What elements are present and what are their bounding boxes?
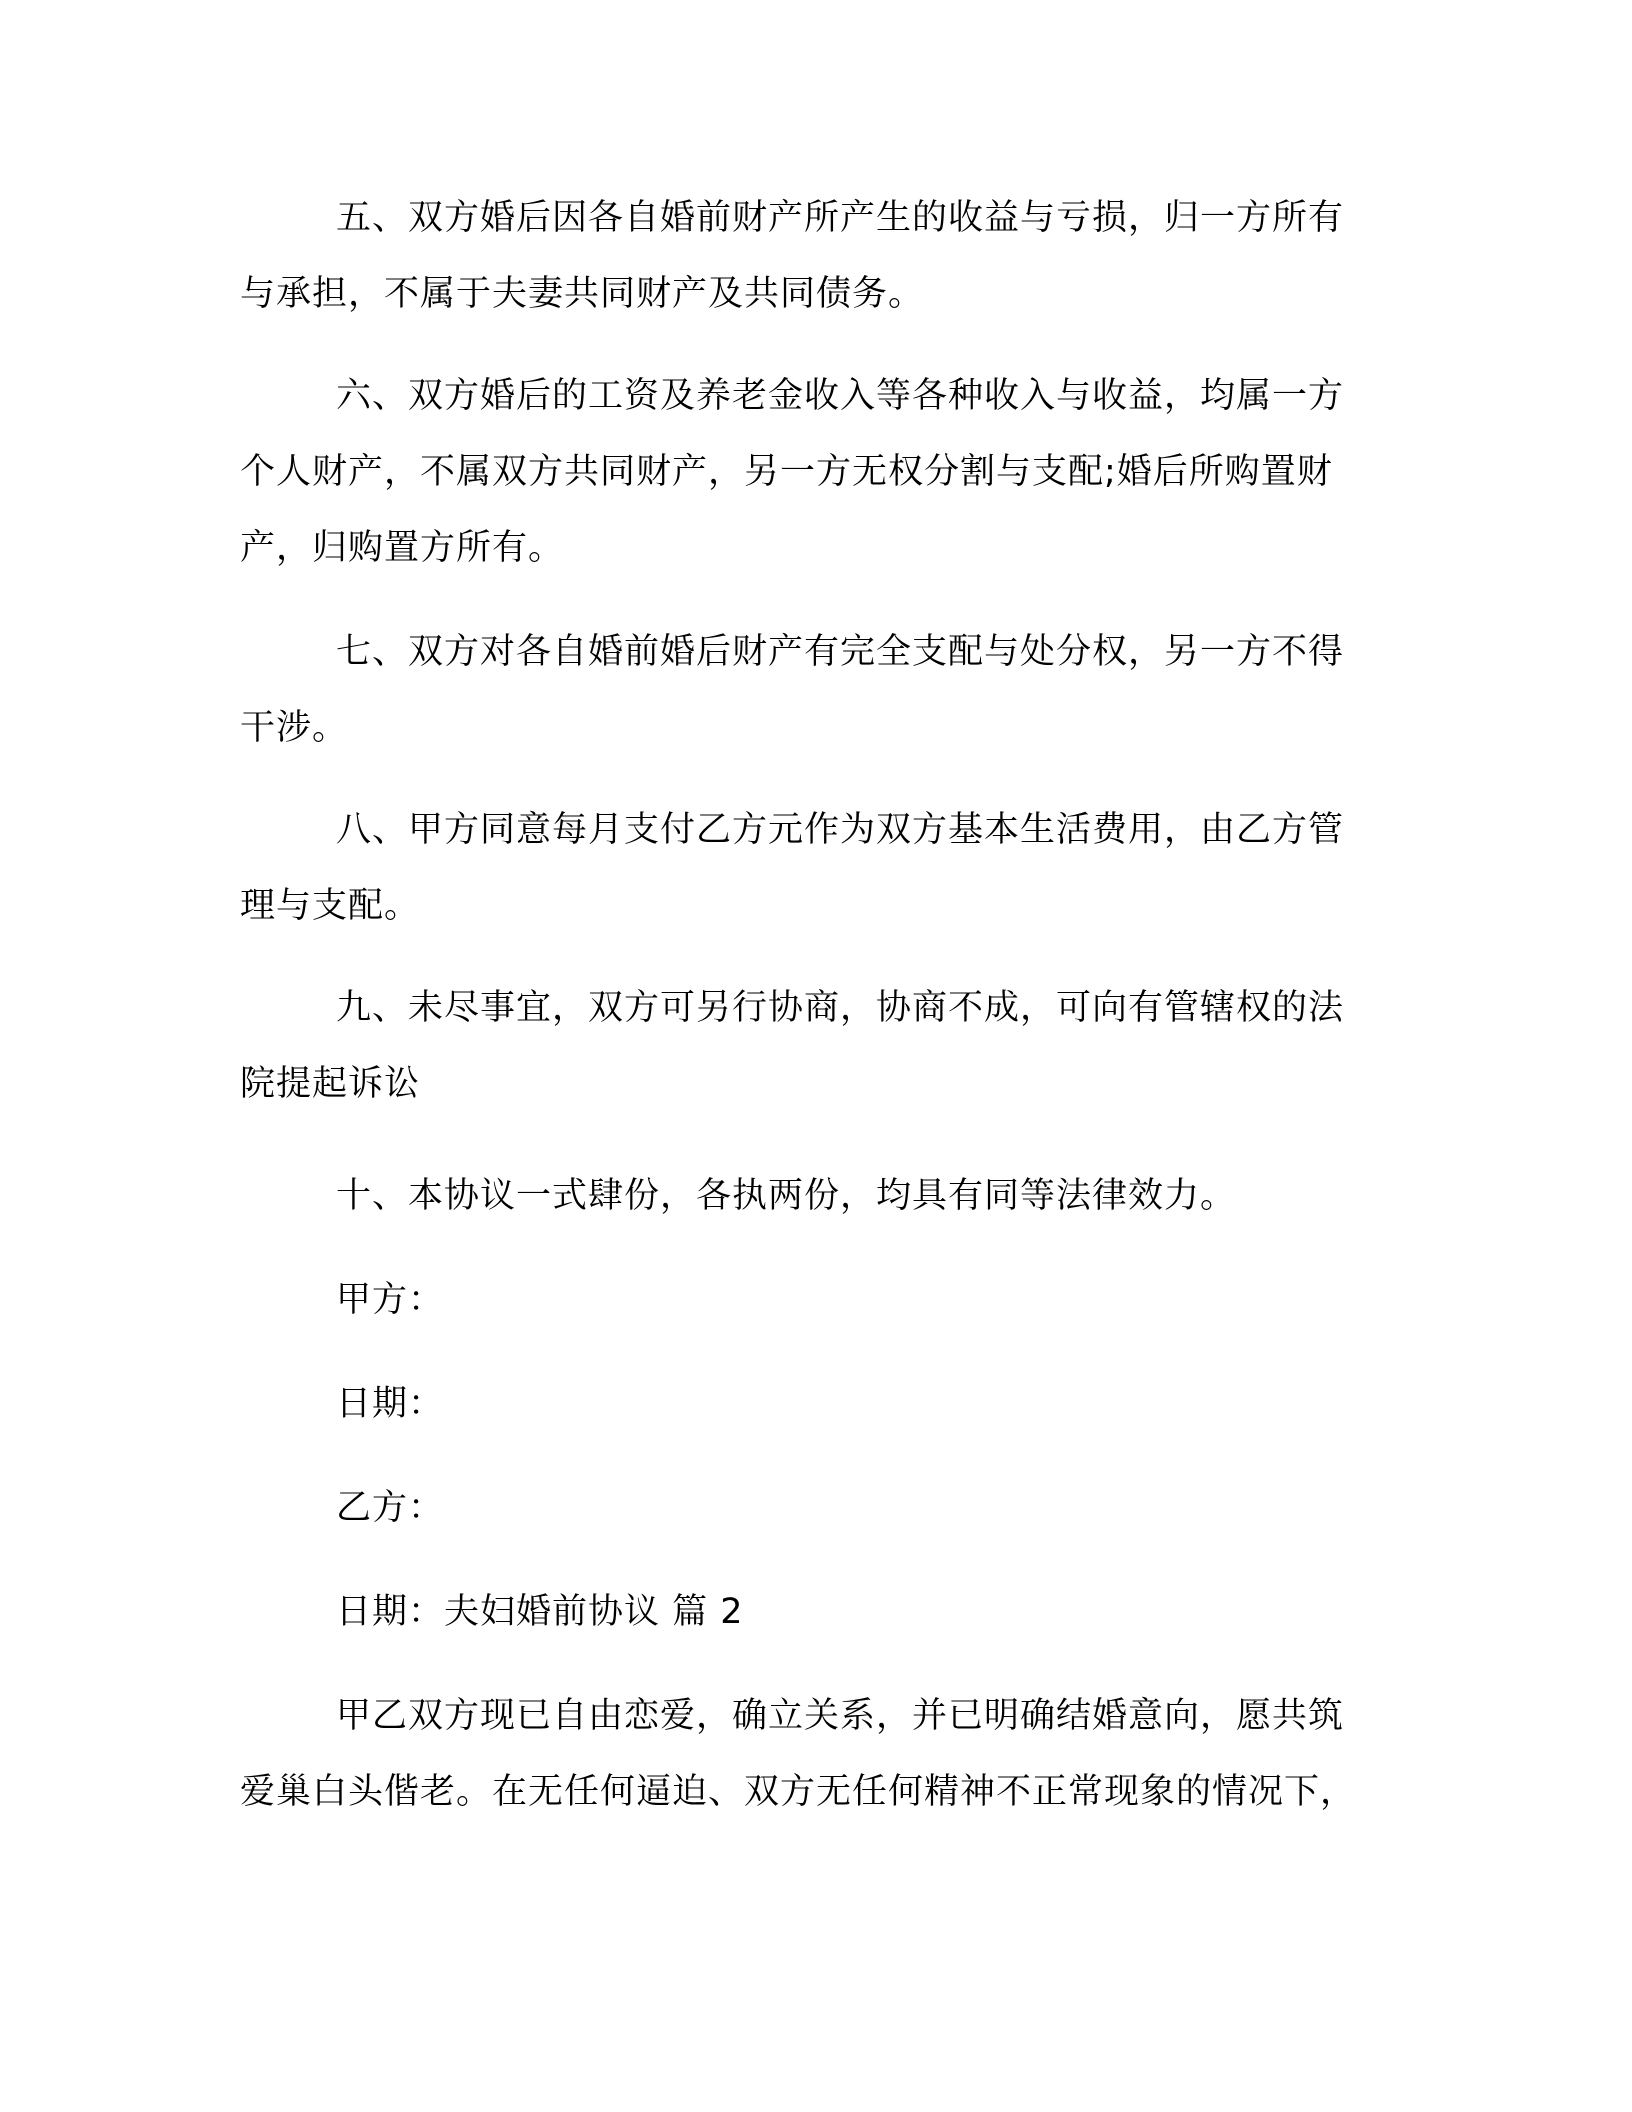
next-section-line-2: 爱巢白头偕老。在无任何逼迫、双方无任何精神不正常现象的情况下， bbox=[240, 1772, 1357, 1812]
clause-8 bbox=[240, 792, 1368, 944]
clause-7 bbox=[240, 614, 1368, 766]
clause-7-line-2: 干涉。 bbox=[240, 708, 349, 748]
clause-8-line-1: 八、甲方同意每月支付乙方元作为双方基本生活费用，由乙方管 bbox=[336, 810, 1345, 850]
clause-6-line-2: 个人财产，不属双方共同财产，另一方无权分割与支配;婚后所购置财 bbox=[240, 452, 1333, 492]
next-section-intro bbox=[240, 1678, 1368, 1830]
date-label-1: 日期： bbox=[336, 1384, 445, 1424]
clause-10: 十、本协议一式肆份，各执两份，均具有同等法律效力。 bbox=[336, 1176, 1237, 1216]
clause-9-line-2: 院提起诉讼 bbox=[240, 1064, 421, 1104]
clause-6-line-3: 产，归购置方所有。 bbox=[240, 528, 565, 568]
party-a-label: 甲方： bbox=[336, 1280, 445, 1320]
clause-5 bbox=[240, 180, 1368, 332]
clause-7-line-1: 七、双方对各自婚前婚后财产有完全支配与处分权，另一方不得 bbox=[336, 632, 1345, 672]
clause-5-line-2: 与承担，不属于夫妻共同财产及共同债务。 bbox=[240, 274, 925, 314]
clause-5-line-1: 五、双方婚后因各自婚前财产所产生的收益与亏损，归一方所有 bbox=[336, 198, 1345, 238]
clause-6-line-1: 六、双方婚后的工资及养老金收入等各种收入与收益，均属一方 bbox=[336, 376, 1345, 416]
party-b-label: 乙方： bbox=[336, 1488, 445, 1528]
clause-9 bbox=[240, 970, 1368, 1122]
date-label-and-section-title: 日期：夫妇婚前协议 篇 2 bbox=[336, 1592, 744, 1632]
clause-6 bbox=[240, 358, 1368, 586]
next-section-line-1: 甲乙双方现已自由恋爱，确立关系，并已明确结婚意向，愿共筑 bbox=[336, 1696, 1345, 1736]
clause-8-line-2: 理与支配。 bbox=[240, 886, 421, 926]
clause-9-line-1: 九、未尽事宜，双方可另行协商，协商不成，可向有管辖权的法 bbox=[336, 988, 1345, 1028]
